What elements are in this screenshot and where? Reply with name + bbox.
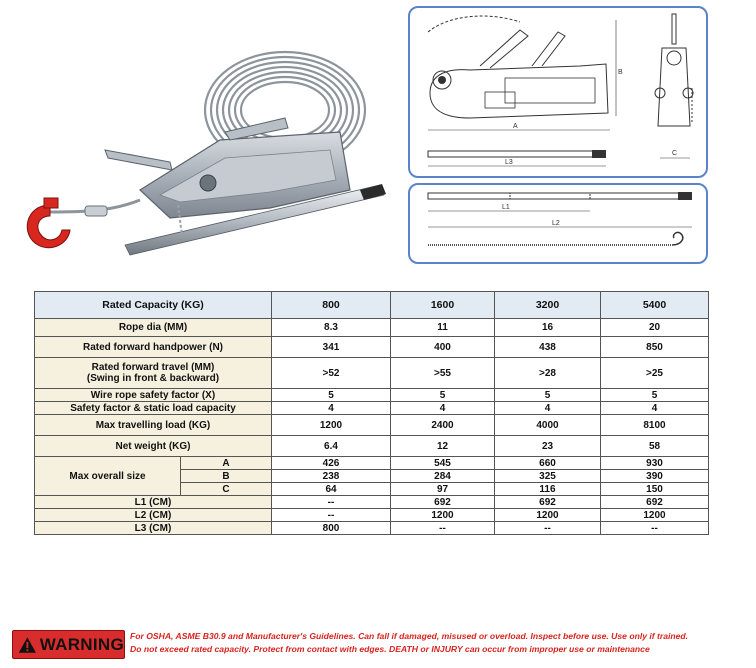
cell: 1200 xyxy=(272,415,391,436)
cell: 5 xyxy=(272,389,391,402)
row-label: Wire rope safety factor (X) xyxy=(35,389,272,402)
table-row xyxy=(35,457,709,470)
row-label: Max travelling load (KG) xyxy=(35,415,272,436)
cell: -- xyxy=(272,509,391,522)
cell: 238 xyxy=(272,470,391,483)
cell: 6.4 xyxy=(272,436,391,457)
cell: 4 xyxy=(272,402,391,415)
cell: 341 xyxy=(272,337,391,358)
cell: -- xyxy=(391,522,495,535)
cell: 850 xyxy=(601,337,709,358)
capacity-3200: 3200 xyxy=(495,292,601,319)
dim-label-a: A xyxy=(513,123,518,130)
warning-label: WARNING xyxy=(39,634,124,654)
warning-triangle-icon xyxy=(18,634,37,656)
cell: 426 xyxy=(272,457,391,470)
dim-label-b: B xyxy=(618,69,623,76)
warning-line-1: For OSHA, ASME B30.9 and Manufacturer's Guidelines. Can fall if damaged, misused or overload. Inspect before use. Use only if trained. xyxy=(130,631,689,641)
cell: 438 xyxy=(495,337,601,358)
cell: 8.3 xyxy=(272,319,391,337)
warning-text xyxy=(130,630,750,656)
table-row xyxy=(35,389,709,402)
capacity-1600: 1600 xyxy=(391,292,495,319)
row-label: Net weight (KG) xyxy=(35,436,272,457)
row-label: Safety factor & static load capacity xyxy=(35,402,272,415)
cell: 692 xyxy=(391,496,495,509)
dim-a-label: A xyxy=(181,457,272,470)
cell: 660 xyxy=(495,457,601,470)
cell: 325 xyxy=(495,470,601,483)
warning-badge xyxy=(12,630,125,659)
cell: 284 xyxy=(391,470,495,483)
dimension-drawing-panel xyxy=(408,6,708,178)
table-row xyxy=(35,402,709,415)
cell: 58 xyxy=(601,436,709,457)
cell: 16 xyxy=(495,319,601,337)
cell: 1200 xyxy=(391,509,495,522)
dim-label-l2: L2 xyxy=(552,220,560,227)
product-photo-wire-rope-puller xyxy=(20,40,390,280)
row-label: Rated forward handpower (N) xyxy=(35,337,272,358)
specification-table xyxy=(34,291,709,535)
cell: 23 xyxy=(495,436,601,457)
dim-label-c: C xyxy=(672,150,678,157)
dim-b-label: B xyxy=(181,470,272,483)
cell: 150 xyxy=(601,483,709,496)
cell: 1200 xyxy=(495,509,601,522)
row-label-line2: (Swing in front & backward) xyxy=(86,373,220,384)
table-row xyxy=(35,415,709,436)
cell: 5 xyxy=(495,389,601,402)
cell: >28 xyxy=(495,358,601,389)
row-label: L1 (CM) xyxy=(35,496,272,509)
length-drawing-panel xyxy=(408,183,708,264)
table-row xyxy=(35,319,709,337)
cell: 4 xyxy=(495,402,601,415)
cell: 692 xyxy=(601,496,709,509)
cell: 64 xyxy=(272,483,391,496)
cell: 11 xyxy=(391,319,495,337)
capacity-800: 800 xyxy=(272,292,391,319)
row-label xyxy=(35,358,272,389)
cell: >25 xyxy=(601,358,709,389)
table-header-row xyxy=(35,292,709,319)
cell: 930 xyxy=(601,457,709,470)
table-row xyxy=(35,496,709,509)
cell: 692 xyxy=(495,496,601,509)
cell: 4 xyxy=(601,402,709,415)
cell: 12 xyxy=(391,436,495,457)
cell: 4000 xyxy=(495,415,601,436)
row-label: Rope dia (MM) xyxy=(35,319,272,337)
cell: 2400 xyxy=(391,415,495,436)
table-row xyxy=(35,509,709,522)
dim-label-l1: L1 xyxy=(502,204,510,211)
cell: 390 xyxy=(601,470,709,483)
table-row xyxy=(35,436,709,457)
table-row xyxy=(35,522,709,535)
cell: 116 xyxy=(495,483,601,496)
cell: 8100 xyxy=(601,415,709,436)
cell: 97 xyxy=(391,483,495,496)
table-row xyxy=(35,337,709,358)
warning-line-2: Do not exceed rated capacity. Protect from contact with edges. DEATH or INJURY can occur from improper use or maintenance xyxy=(130,644,650,654)
cell: 5 xyxy=(601,389,709,402)
cell: 4 xyxy=(391,402,495,415)
cell: 400 xyxy=(391,337,495,358)
cell: 20 xyxy=(601,319,709,337)
cell: -- xyxy=(272,496,391,509)
cell: -- xyxy=(601,522,709,535)
dim-label-l3: L3 xyxy=(505,159,513,166)
header-label: Rated Capacity (KG) xyxy=(35,292,272,319)
row-label: L2 (CM) xyxy=(35,509,272,522)
cell: -- xyxy=(495,522,601,535)
table-row xyxy=(35,358,709,389)
row-label-line1: Rated forward travel (MM) xyxy=(91,362,215,373)
cell: 5 xyxy=(391,389,495,402)
cell: >55 xyxy=(391,358,495,389)
cell: >52 xyxy=(272,358,391,389)
dim-c-label: C xyxy=(181,483,272,496)
cell: 545 xyxy=(391,457,495,470)
row-label: L3 (CM) xyxy=(35,522,272,535)
cell: 800 xyxy=(272,522,391,535)
row-label-max-overall-size: Max overall size xyxy=(35,457,181,496)
capacity-5400: 5400 xyxy=(601,292,709,319)
warning-bar xyxy=(8,626,748,660)
cell: 1200 xyxy=(601,509,709,522)
